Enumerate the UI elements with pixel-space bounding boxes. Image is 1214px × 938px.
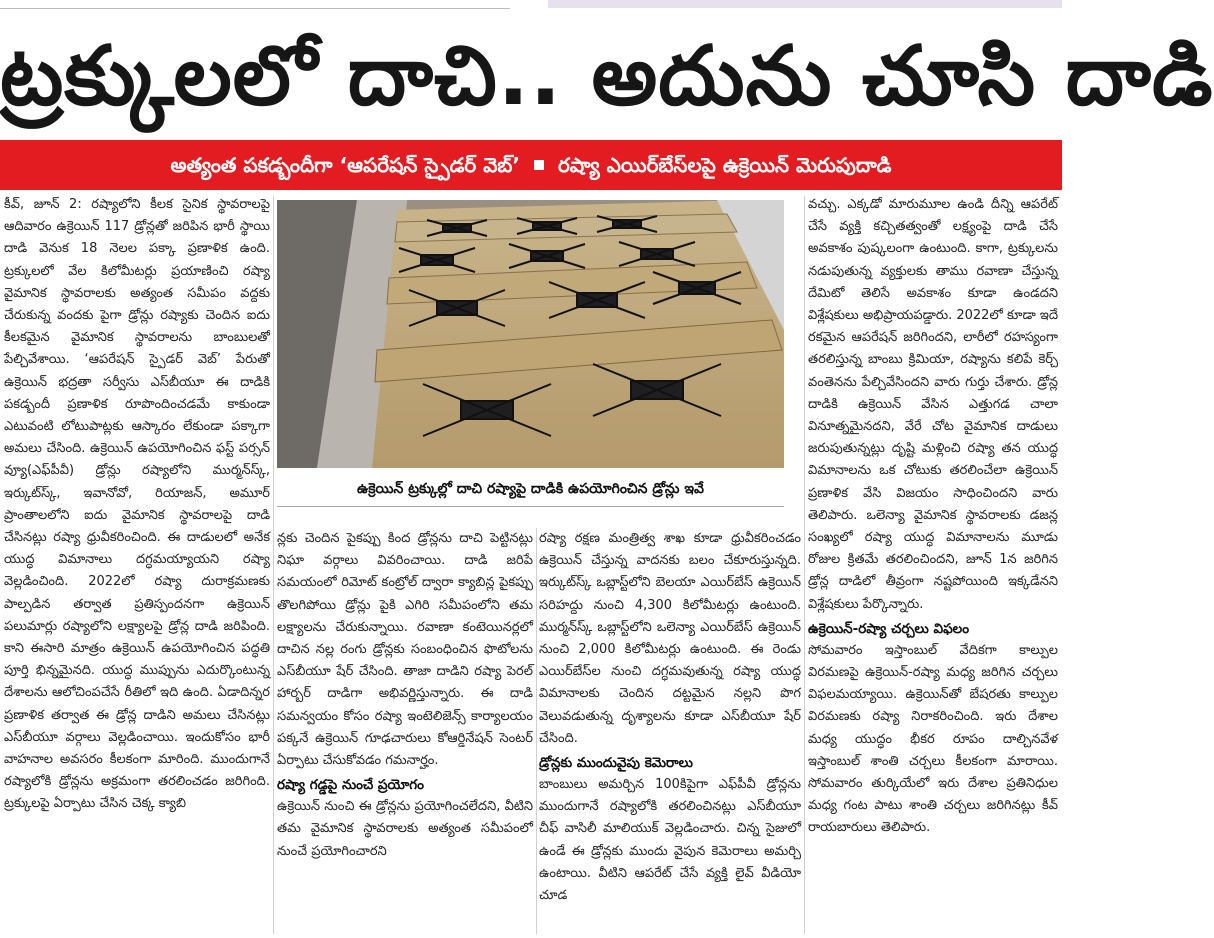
- column-divider: [273, 196, 274, 934]
- article-column-3: [539, 528, 801, 934]
- bullet-square-icon: [534, 160, 544, 170]
- column-divider: [536, 528, 537, 934]
- column-divider: [804, 196, 805, 934]
- article-paragraph: రష్యా రక్షణ మంత్రిత్వ శాఖ కూడా ధ్రువీకరించడం ఉక్రెయిన్ చేస్తున్న వాదనకు బలం చేకూరుస్తున్నది. ఇర్కుట్‌స్క్ ఒబ్లాస్ట్‌లోని బెలయా ఎయిర్‌బేస్ ఉక్రెయిన్ సరిహద్దు నుంచి 4,300 కిలోమీటర్లు ఉంటుంది. ముర్మన్‌స్క్ ఒబ్లాస్ట్‌లోని ఒలెన్యా ఎయిర్‌బేస్ ఉక్రెయిన్ నుంచి 2,000 కిలోమీటర్లు ఉంటుంది. ఈ రెండు ఎయిర్‌బేస్‌ల నుంచి దగ్ధమవుతున్న రష్యా యుద్ధ విమానాలకు చెందిన దట్టమైన నల్లని పొగ వెలువడుతున్న దృశ్యాలను కూడా ఎస్‌బీయూ షేర్ చేసింది.: [539, 531, 801, 746]
- subheadline-left: అత్యంత పకడ్బందీగా ‘ఆపరేషన్ స్పైడర్ వెబ్’: [170, 153, 521, 177]
- subheadline-right: రష్యా ఎయిర్‌బేస్‌లపై ఉక్రెయిన్ మెరుపుదాడి: [558, 153, 892, 177]
- drones-in-truck-image: [277, 200, 784, 468]
- article-paragraph: సోమవారం ఇస్తాంబుల్ వేదికగా కాల్పుల విరమణపై ఉక్రెయిన్-రష్యా మధ్య జరిగిన చర్చలు విఫలమయ్యాయి. ఉక్రెయిన్‌తో బేషరతు కాల్పుల విరమణకు రష్యా నిరాకరించింది. ఇరు దేశాల మధ్య యుద్ధం భీకర రూపం దాల్చినవేళ ఇస్తాంబుల్ శాంతి చర్చలు కీలకంగా మారాయి. సోమవారం తుర్కియేలో ఇరు దేశాల ప్రతినిధుల మధ్య గంట పాటు శాంతి చర్చలు జరిగినట్లు కీవ్ రాయబారులు తెలిపారు.: [808, 642, 1058, 836]
- section-subheading: రష్యా గడ్డపై నుంచే ప్రయోగం: [277, 777, 424, 794]
- article-paragraph: బాంబులు అమర్చిన 100కిపైగా ఎఫ్‌పీవీ డ్రోన్లను ముందుగానే రష్యాలోకి తరలించినట్లు ఎస్‌బీయూ చీఫ్ వాసిలీ మాలియుక్ వెల్లడించారు. చిన్న సైజులో ఉండే ఈ డ్రోన్లకు ముందు వైపున కెమెరాలు అమర్చి ఉంటాయి. వీటిని ఆపరేట్ చేసే వ్యక్తి లైవ్ వీడియో చూడ: [539, 777, 801, 904]
- photo-caption: ఉక్రెయిన్ ట్రక్కుల్లో దాచి రష్యాపై దాడికి ఉపయోగించిన డ్రోన్లు ఇవే: [277, 472, 784, 507]
- section-subheading: డ్రోన్లకు ముందువైపు కెమెరాలు: [539, 755, 693, 772]
- top-rule: [0, 0, 510, 9]
- page-headline: ట్రక్కులలో దాచి.. అదును చూసి దాడి: [0, 29, 1214, 124]
- article-column-1: [4, 194, 270, 934]
- article-paragraph: న్లకు చెందిన పైకప్పు కింద డ్రోన్లను దాచి పెట్టినట్లు నిఘా వర్గాలు వివరించాయి. దాడి జరిపే సమయంలో రిమోట్ కంట్రోల్ ద్వారా క్యాబిన్ల పైకప్పు తొలగిపోయి డ్రోన్లు పైకి ఎగిరి సమీపంలోని తమ లక్ష్యాలను చేరుకున్నాయి. రవాణా కంటెయినర్లలో దాచిన నల్ల రంగు డ్రోన్లకు సంబంధించిన ఫొటోలను ఎస్‌బీయూ షేర్ చేసింది. తాజా దాడిని రష్యా పెరల్ హార్బర్ దాడిగా అభివర్ణిస్తున్నారు. ఈ దాడి సమన్వయం కోసం రష్యా ఇంటెలిజెన్స్ కార్యాలయం పక్కనే ఉక్రెయిన్ గూఢచారులు కోఆర్డినేషన్ సెంటర్ ఏర్పాటు చేసుకోవడం గమనార్హం.: [277, 531, 533, 769]
- drones-photo: [277, 200, 784, 468]
- article-paragraph: కీవ్, జూన్ 2: రష్యాలోని కీలక సైనిక స్థావరాలపై ఆదివారం ఉక్రెయిన్ 117 డ్రోన్లతో జరిపిన భారీ స్థాయి దాడి వెనుక 18 నెలల పక్కా ప్రణాళిక ఉంది. ట్రక్కులలో వేల కిలోమీటర్లు ప్రయాణించి రష్యా వైమానిక స్థావరాలకు అత్యంత సమీపం వద్దకు చేరుకున్న వందకు పైగా డ్రోన్లు రష్యాకు చెందిన ఐదు కీలకమైన వైమానిక స్థావరాలను బాంబులతో పేల్చివేశాయి. ‘ఆపరేషన్ స్పైడర్ వెబ్’ పేరుతో ఉక్రెయిన్ భద్రతా సర్వీసు ఎస్‌బీయూ ఈ దాడికి పకడ్బందీ ప్రణాళిక రూపొందించడమే కాకుండా ఎటువంటి లోటుపాట్లకు ఆస్కారం లేకుండా పక్కాగా అమలు చేసింది. ఉక్రెయిన్ ఉపయోగించిన ఫస్ట్ పర్సన్ వ్యూ(ఎఫ్‌పీవీ) డ్రోన్లు రష్యాలోని ముర్మన్‌స్క్, ఇర్కుట్‌స్క్, ఇవానోవో, రియాజన్, అమూర్ ప్రాంతాలలోని ఐదు వైమానిక స్థావరాలపై దాడి చేసినట్లు రష్యా ధ్రువీకరించింది. ఈ దాడులలో అనేక యుద్ధ విమానాలు దగ్ధమయ్యాయని రష్యా వెల్లడించింది. 2022లో రష్యా దురాక్రమణకు పాల్పడిన తర్వాత ప్రతిస్పందనగా ఉక్రెయిన్ పలుమార్లు రష్యాలోని లక్ష్యాలపై డ్రోన్ల దాడి జరిపింది. కాని ఈసారి మాత్రం ఉక్రెయిన్ ఉపయోగించిన పద్ధతి పూర్తి భిన్నమైనది. యుద్ధ ముప్పును ఎదుర్కొంటున్న దేశాలను ఆలోచింపచేసే రీతిలో ఇది ఉంది. ఏడాదిన్నర ప్రణాళిక తర్వాత ఈ డ్రోన్ల దాడిని అమలు చేసినట్లు ఎస్‌బీయూ వర్గాలు వెల్లడించాయి. ఇందుకోసం భారీ వాహనాల అవసరం కీలకంగా మారింది. ముందుగానే రష్యాలోకి డ్రోన్లను అక్రమంగా తరలించడం జరిగింది. ట్రక్కులపై ఏర్పాటు చేసిన చెక్క క్యాబి: [4, 197, 270, 812]
- section-subheading: ఉక్రెయిన్-రష్యా చర్చలు విఫలం: [808, 620, 970, 637]
- article-column-2: [277, 528, 533, 934]
- article-paragraph: వచ్చు. ఎక్కడో మారుమూల ఉండి దీన్ని ఆపరేట్ చేసే వ్యక్తి కచ్చితత్వంతో లక్ష్యంపై దాడి చేసే అవకాశం పుష్కలంగా ఉంటుంది. కాగా, ట్రక్కులను నడుపుతున్న వ్యక్తులకు తాము రవాణా చేస్తున్న దేమిటో తెలిసే అవకాశం కూడా ఉండదని విశ్లేషకులు అభిప్రాయపడ్డారు. 2022లో కూడా ఇదే రకమైన ఆపరేషన్ జరిగిందని, లారీలో రహస్యంగా తరలిస్తున్న బాంబు క్రిమియా, రష్యాను కలిపే కెర్చ్ వంతెనను పేల్చివేసిందని వారు గుర్తు చేశారు. డ్రోన్ల దాడికి ఉక్రెయిన్ వేసిన ఎత్తుగడ చాలా వినూత్నమైనదని, వేరే చోట వైమానిక దాడులు జరుపుతున్నట్లు దృష్టి మళ్లించి రష్యా తన యుద్ధ విమానాలను ఒక చోటుకు తరలించేలా ఉక్రెయిన్ ప్రణాళిక వేసి విజయం సాధించిందని వారు తెలిపారు. ఒలెన్యా వైమానిక స్థావరాలకు డజన్ల సంఖ్యలో రష్యా యుద్ధ విమానాలను మూడు రోజుల క్రితమే తరలించిందని, జూన్ 1న జరిగిన డ్రోన్ల దాడిలో తీవ్రంగా నష్టపోయింది ఇక్కడేనని విశ్లేషకులు పేర్కొన్నారు.: [808, 197, 1058, 612]
- top-color-band: [548, 0, 1062, 8]
- article-paragraph: ఉక్రెయిన్ నుంచి ఈ డ్రోన్లను ప్రయోగించలేదని, వీటిని తమ వైమానిక స్థావరాలకు అత్యంత సమీపంలో నుంచే ప్రయోగించారని: [277, 799, 533, 859]
- article-column-4: [808, 194, 1058, 934]
- subheadline-banner: [0, 140, 1062, 190]
